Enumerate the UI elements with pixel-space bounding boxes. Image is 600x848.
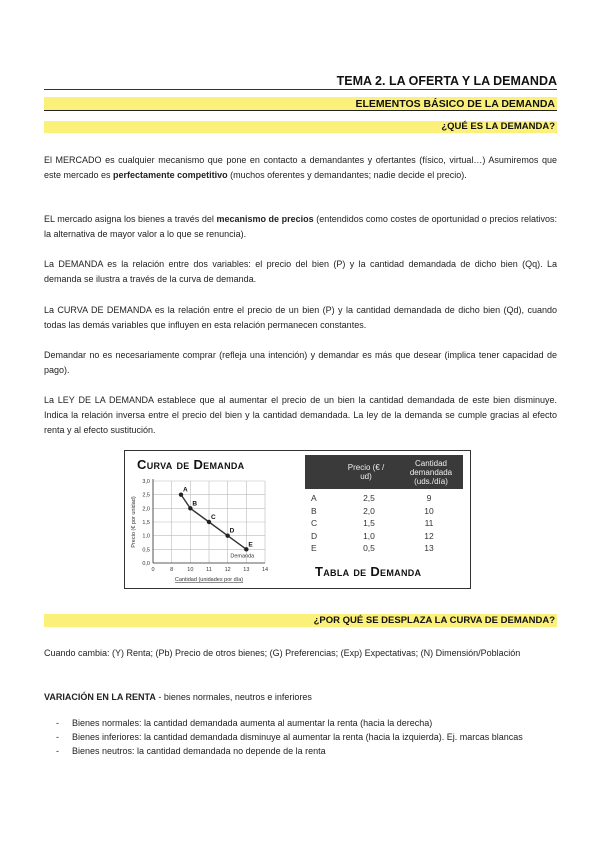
- x-tick-label: 8: [170, 567, 174, 573]
- table-cell-label: A: [311, 493, 317, 503]
- y-tick-label: 0,5: [142, 547, 150, 554]
- point-label: C: [211, 514, 216, 521]
- table-cell-precio: 0,5: [363, 543, 375, 553]
- table-cell-precio: 1,5: [363, 518, 375, 528]
- text: (entendidos como costes de oportunidad o precios relativos: la alternativa de mayor valor a lo que se renuncia).: [44, 214, 557, 239]
- y-tick-label: 3,0: [142, 479, 150, 485]
- y-axis-label: Precio (€ por unidad): [131, 496, 137, 548]
- paragraph-precios: [44, 212, 557, 242]
- subsection-heading-what: ¿QUÉ ES LA DEMANDA?: [44, 121, 557, 133]
- x-axis-label: Cantidad (unidades por día): [174, 577, 244, 583]
- x-tick-label: 14: [261, 567, 269, 573]
- demand-figure: [124, 450, 471, 589]
- x-tick-label: 11: [206, 567, 212, 573]
- demand-chart: [125, 451, 305, 588]
- curve-label: Demanda: [230, 553, 255, 560]
- x-tick-label: 13: [243, 567, 250, 573]
- bold-text: VARIACIÓN EN LA RENTA: [44, 692, 156, 702]
- chart-title: Curva de Demanda: [137, 457, 245, 472]
- point-label: D: [229, 527, 235, 535]
- section-heading: ELEMENTOS BÁSICO DE LA DEMANDA: [44, 97, 557, 111]
- paragraph-demanda: La DEMANDA es la relación entre dos variables: el precio del bien (P) y la cantidad demandada de dicho bien (Qq). La demanda se ilustra a través de la curva de demanda.: [44, 259, 557, 284]
- list-item: - Bienes normales: la cantidad demandada aumenta al aumentar la renta (hacia la derecha): [56, 716, 557, 730]
- text: - bienes normales, neutros e inferiores: [155, 692, 312, 702]
- table-header-precio: Precio (€ / ud): [347, 463, 385, 481]
- paragraph-cambios: Cuando cambia: (Y) Renta; (Pb) Precio de otros bienes; (G) Preferencias; (Exp) Expectativas; (N) Dimensión/Población: [44, 648, 521, 658]
- table-header: [305, 455, 463, 489]
- table-cell-label: E: [311, 543, 317, 553]
- table-row: [305, 531, 463, 543]
- table-cell-label: D: [311, 530, 318, 541]
- paragraph-demandar: Demandar no es necesariamente comprar (refleja una intención) y demandar es más que desear (implica tener capacidad de pago).: [44, 350, 557, 375]
- list-item: - Bienes inferiores: la cantidad demandada disminuye al aumentar la renta (hacia la izquierda). Ej. marcas blancas: [56, 730, 557, 744]
- table-title: Tabla de Demanda: [315, 564, 422, 579]
- list-item: - Bienes neutros: la cantidad demandada no depende de la renta: [56, 744, 557, 758]
- text: (muchos oferentes y demandantes; nadie decide el precio).: [227, 170, 467, 180]
- x-tick-label: 0: [151, 567, 155, 573]
- demand-table: [305, 455, 463, 553]
- paragraph-mercado: [44, 153, 557, 183]
- table-cell-cantidad: 10: [424, 505, 434, 516]
- point-label: B: [192, 500, 198, 508]
- point-label: E: [248, 541, 253, 549]
- y-tick-label: 1,5: [142, 520, 150, 526]
- x-tick-label: 10: [187, 567, 194, 573]
- table-cell-precio: 2,5: [363, 493, 375, 503]
- table-cell-cantidad: 12: [424, 530, 434, 541]
- table-cell-label: B: [311, 505, 317, 516]
- table-cell-precio: 1,0: [363, 530, 375, 541]
- bold-text: perfectamente competitivo: [113, 170, 228, 180]
- table-cell-cantidad: 9: [426, 493, 432, 503]
- y-tick-label: 1,0: [142, 533, 150, 540]
- table-row: [305, 543, 463, 555]
- point-label: A: [183, 486, 188, 494]
- table-cell-cantidad: 13: [424, 543, 434, 553]
- table-row: [305, 518, 463, 530]
- table-header-cantidad: Cantidad demandada (uds./día): [409, 459, 453, 486]
- bullet-list: [56, 716, 557, 758]
- y-tick-label: 2,0: [142, 506, 150, 513]
- x-tick-label: 12: [224, 567, 231, 573]
- text: EL mercado asigna los bienes a través del: [44, 214, 217, 224]
- subsection-heading-why: ¿POR QUÉ SE DESPLAZA LA CURVA DE DEMANDA?: [44, 614, 557, 627]
- table-cell-precio: 2,0: [363, 505, 375, 516]
- table-row: [305, 493, 463, 505]
- bold-text: mecanismo de precios: [216, 214, 314, 224]
- table-cell-cantidad: 11: [424, 518, 434, 528]
- page-title: TEMA 2. LA OFERTA Y LA DEMANDA: [44, 74, 557, 90]
- text: El MERCADO es cualquier mecanismo que pone en contacto a demandantes y ofertantes (físico, virtual…) Asumiremos que este mercado es: [44, 155, 557, 180]
- table-row: [305, 506, 463, 518]
- paragraph-curva: La CURVA DE DEMANDA es la relación entre el precio de un bien (P) y la cantidad demandada de dicho bien (Qd), cuando todas las demás variables que influyen en esta relación permanecen constantes.: [44, 305, 557, 330]
- paragraph-ley: La LEY DE LA DEMANDA establece que al aumentar el precio de un bien la cantidad demandada de este bien disminuye. Indica la relación inversa entre el precio del bien y la cantidad demandada. La ley de la demanda se cumple gracias al efecto renta y al efecto sustitución.: [44, 395, 557, 435]
- y-tick-label: 2,5: [142, 492, 150, 499]
- paragraph-renta: [44, 690, 557, 705]
- y-tick-label: 0,0: [142, 561, 150, 567]
- table-cell-label: C: [311, 518, 318, 528]
